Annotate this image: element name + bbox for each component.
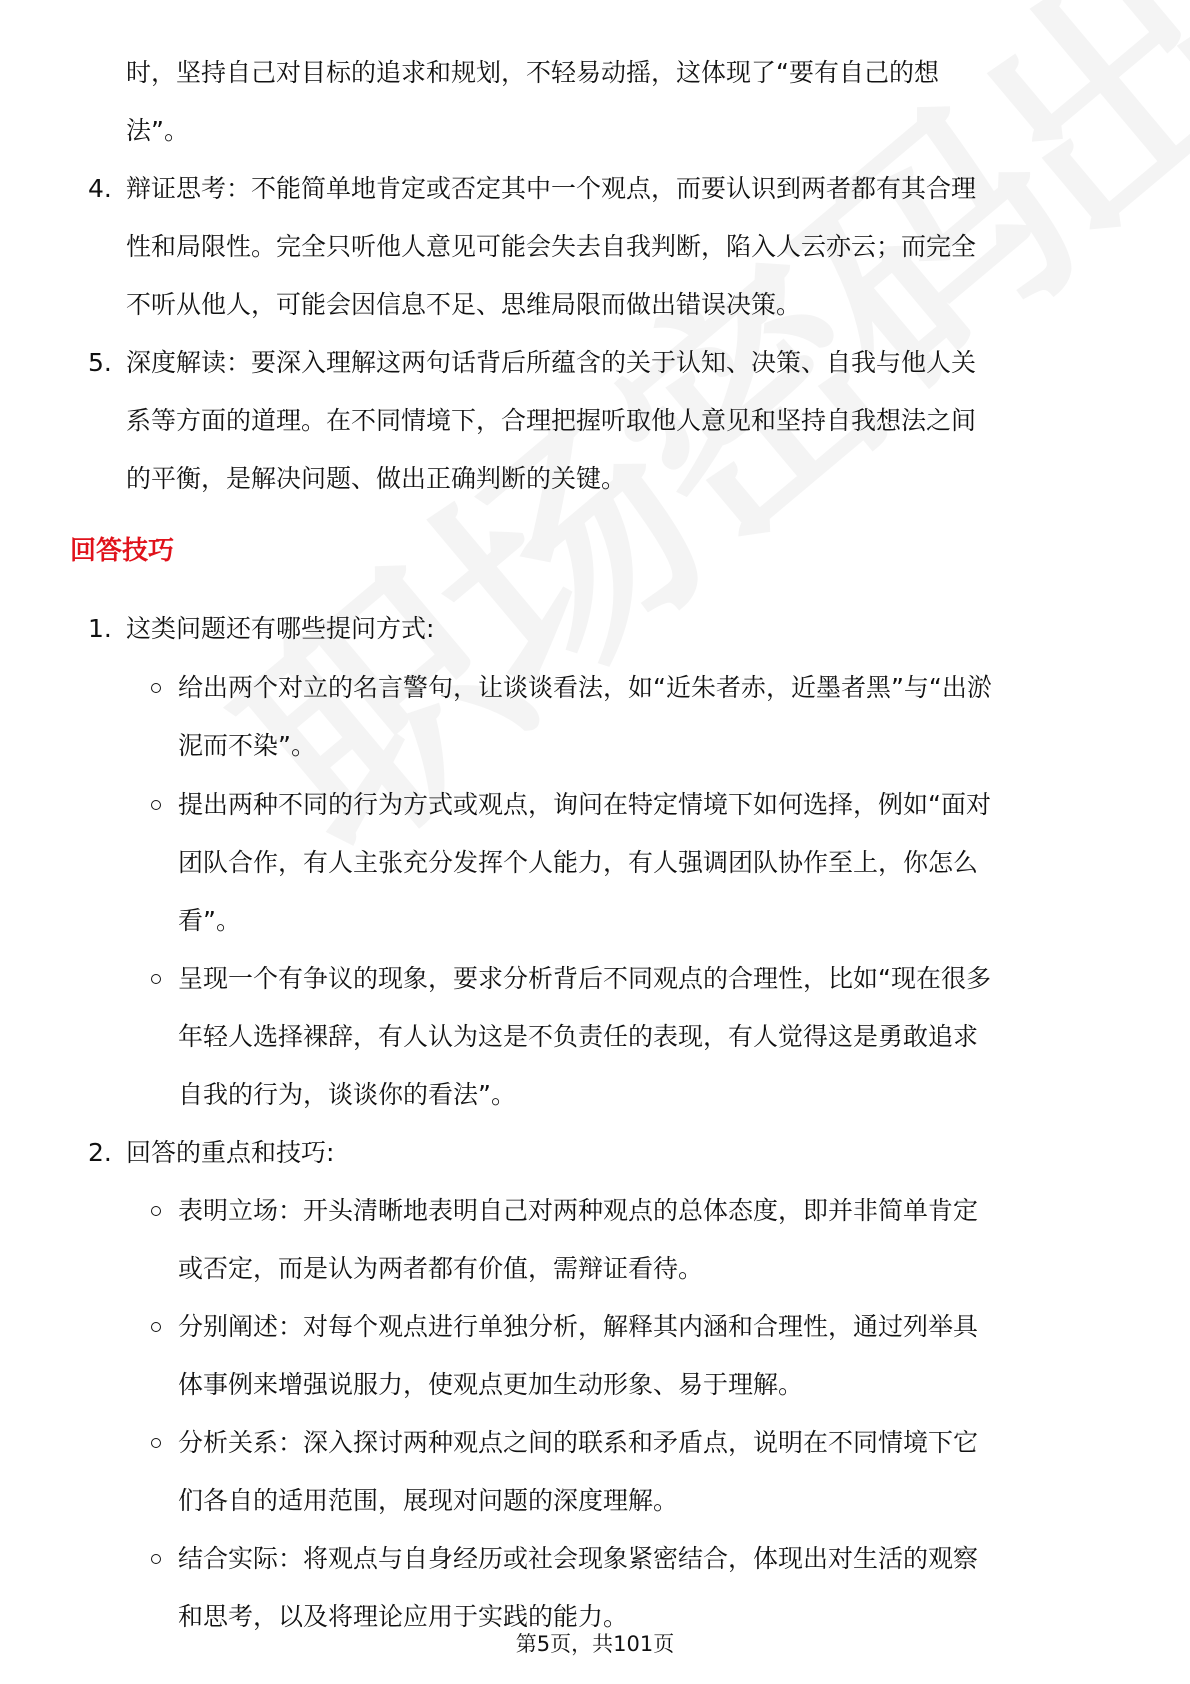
point-line: 深度解读：要深入理解这两句话背后所蕴含的关于认知、决策、自我与他人关 (126, 348, 977, 377)
tip-title: 回答的重点和技巧: (126, 1138, 335, 1167)
bullet-icon (151, 1206, 161, 1216)
bullet-line: 或否定，而是认为两者都有价值，需辩证看待。 (178, 1254, 704, 1283)
bullet-line: 们各自的适用范围，展现对问题的深度理解。 (178, 1486, 679, 1515)
bullet-line: 自我的行为，谈谈你的看法”。 (178, 1080, 516, 1109)
list-number: 5. (88, 348, 112, 377)
bullet-line: 和思考，以及将理论应用于实践的能力。 (178, 1602, 629, 1631)
bullet-line: 表明立场：开头清晰地表明自己对两种观点的总体态度，即并非简单肯定 (178, 1196, 979, 1225)
bullet-line: 分别阐述：对每个观点进行单独分析，解释其内涵和合理性，通过列举具 (178, 1312, 979, 1341)
list-number: 1. (88, 614, 112, 643)
bullet-line: 呈现一个有争议的现象，要求分析背后不同观点的合理性，比如“现在很多 (178, 964, 991, 993)
bullet-line: 分析关系：深入探讨两种观点之间的联系和矛盾点，说明在不同情境下它 (178, 1428, 979, 1457)
point-line: 不听从他人，可能会因信息不足、思维局限而做出错误决策。 (126, 290, 802, 319)
bullet-line: 泥而不染”。 (178, 731, 316, 760)
watermark (160, 0, 1190, 916)
intro-line: 法”。 (126, 116, 189, 145)
point-line: 辩证思考：不能简单地肯定或否定其中一个观点，而要认识到两者都有其合理 (126, 174, 977, 203)
bullet-line: 团队合作，有人主张充分发挥个人能力，有人强调团队协作至上，你怎么 (178, 848, 979, 877)
bullet-line: 给出两个对立的名言警句，让谈谈看法，如“近朱者赤，近墨者黑”与“出淤 (178, 673, 992, 702)
bullet-icon (151, 974, 161, 984)
bullet-line: 体事例来增强说服力，使观点更加生动形象、易于理解。 (178, 1370, 804, 1399)
intro-line: 时，坚持自己对目标的追求和规划，不轻易动摇，这体现了“要有自己的想 (126, 58, 939, 87)
tip-title: 这类问题还有哪些提问方式: (126, 614, 435, 643)
point-line: 系等方面的道理。在不同情境下，合理把握听取他人意见和坚持自我想法之间 (126, 406, 977, 435)
bullet-line: 看”。 (178, 906, 241, 935)
point-line: 性和局限性。完全只听他人意见可能会失去自我判断，陷入人云亦云；而完全 (126, 232, 977, 261)
section-title: 回答技巧 (70, 536, 175, 566)
bullet-icon (151, 800, 161, 810)
point-line: 的平衡，是解决问题、做出正确判断的关键。 (126, 464, 627, 493)
page-number: 第5页，共101页 (515, 1632, 675, 1656)
bullet-icon (151, 1438, 161, 1448)
list-number: 4. (88, 174, 112, 203)
list-number: 2. (88, 1138, 112, 1167)
bullet-line: 提出两种不同的行为方式或观点，询问在特定情境下如何选择，例如“面对 (178, 790, 991, 819)
bullet-icon (151, 683, 161, 693)
bullet-icon (151, 1554, 161, 1564)
bullet-line: 年轻人选择裸辞，有人认为这是不负责任的表现，有人觉得这是勇敢追求 (178, 1022, 979, 1051)
bullet-icon (151, 1322, 161, 1332)
bullet-line: 结合实际：将观点与自身经历或社会现象紧密结合，体现出对生活的观察 (178, 1544, 979, 1573)
